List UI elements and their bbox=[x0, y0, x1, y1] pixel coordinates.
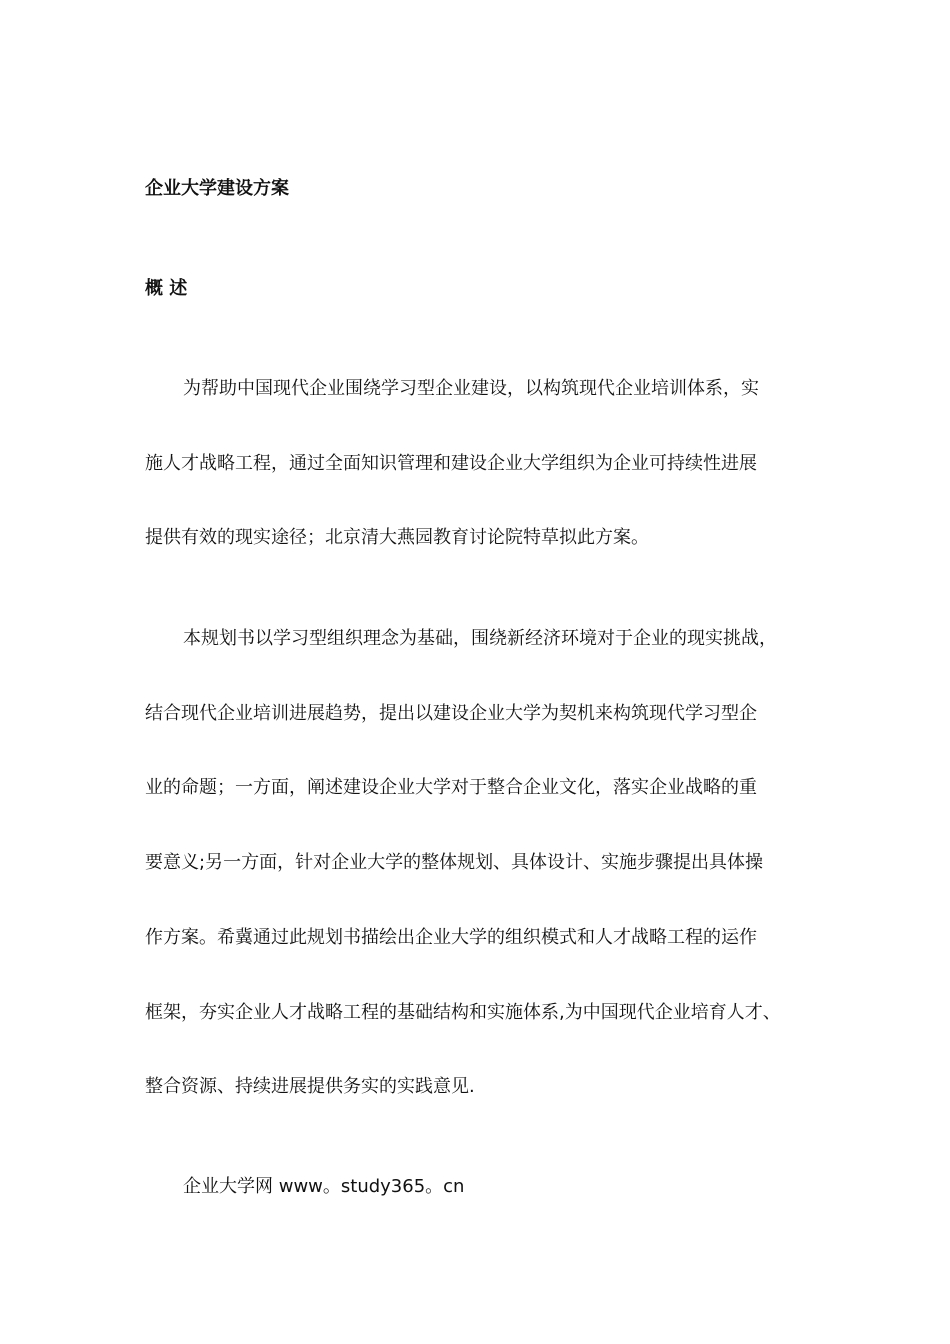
paragraph-line: 为帮助中国现代企业围绕学习型企业建设，以构筑现代企业培训体系，实 bbox=[183, 378, 759, 399]
document-title: 企业大学建设方案 bbox=[145, 178, 289, 199]
paragraph-line: 提供有效的现实途径；北京清大燕园教育讨论院特草拟此方案。 bbox=[145, 527, 649, 548]
website-reference: 企业大学网 www。study365。cn bbox=[183, 1176, 465, 1197]
paragraph-line: 要意义;另一方面，针对企业大学的整体规划、具体设计、实施步骤提出具体操 bbox=[145, 852, 764, 873]
paragraph-line: 本规划书以学习型组织理念为基础，围绕新经济环境对于企业的现实挑战， bbox=[183, 628, 777, 649]
paragraph-line: 整合资源、持续进展提供务实的实践意见. bbox=[145, 1076, 475, 1097]
paragraph-line: 作方案。希冀通过此规划书描绘出企业大学的组织模式和人才战略工程的运作 bbox=[145, 927, 757, 948]
paragraph-line: 框架，夯实企业人才战略工程的基础结构和实施体系,为中国现代企业培育人才、 bbox=[145, 1002, 781, 1023]
section-heading: 概 述 bbox=[145, 278, 188, 299]
paragraph-line: 结合现代企业培训进展趋势，提出以建设企业大学为契机来构筑现代学习型企 bbox=[145, 703, 757, 724]
paragraph-line: 施人才战略工程，通过全面知识管理和建设企业大学组织为企业可持续性进展 bbox=[145, 453, 757, 474]
paragraph-line: 业的命题；一方面，阐述建设企业大学对于整合企业文化，落实企业战略的重 bbox=[145, 777, 757, 798]
